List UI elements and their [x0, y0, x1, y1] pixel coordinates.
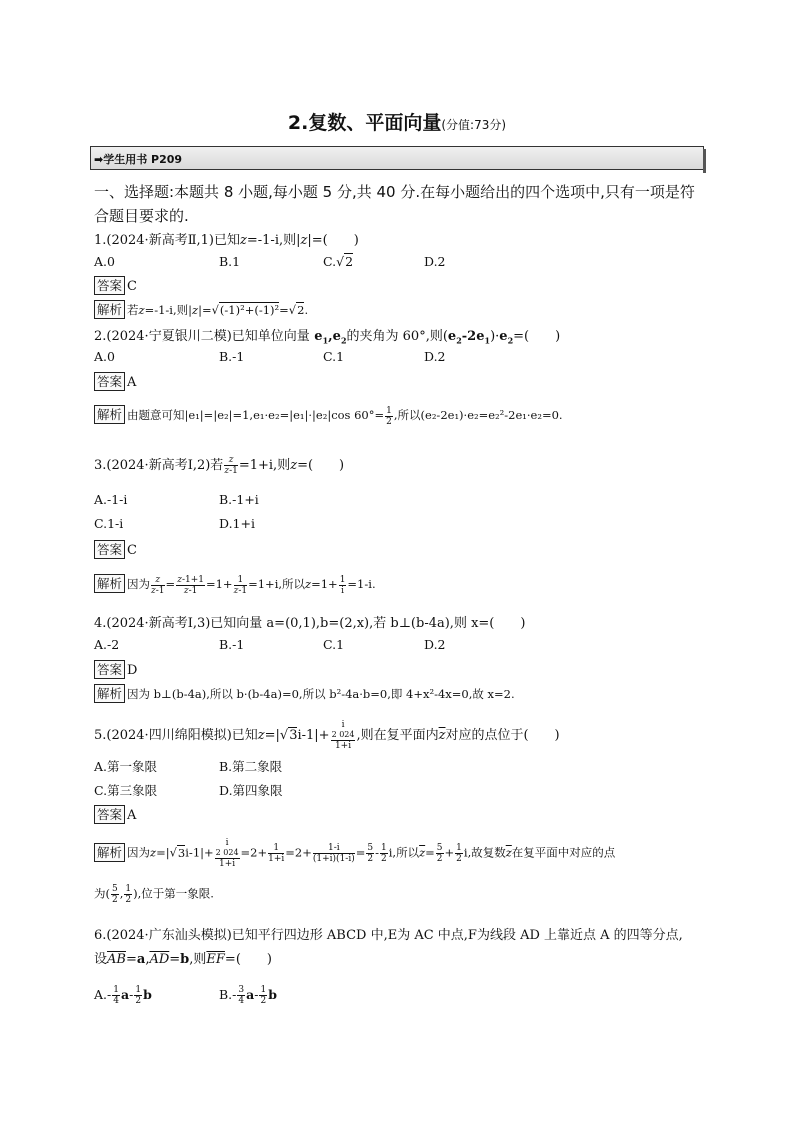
question-1-analysis: 解析 若z=-1-i,则|z|=√(-1)²+(-1)²=√2.: [94, 300, 308, 319]
option-c: C.√2: [323, 254, 354, 269]
question-5-analysis: 解析 因为z=|√3i-1|+ i 2 024 1+i =2+ $\frac{1}{1+i}$ =2+ $\frac{1-i}{(1+i)(1-i)}$ = $\frac{5}{2}$ - $\frac{1}{2}$ i,所以$\overline{z}=$ $\frac{5}{2}$ + $\frac{1}{2}$ i,故复数$\overline{z}$在复平面中对应的点: [94, 838, 615, 869]
option-d: D.2: [424, 254, 446, 269]
answer-label: 答案: [94, 276, 125, 295]
option-d: D.2: [424, 349, 446, 364]
question-6-stem-line1: 6.(2024·广东汕头模拟)已知平行四边形 ABCD 中,E为 AC 中点,F为线段 AD 上靠近点 A 的四等分点,: [94, 928, 683, 943]
analysis-label: 解析: [94, 684, 125, 703]
book-reference-bar: [90, 146, 704, 170]
analysis-label: 解析: [94, 405, 125, 424]
page-title: 2.复数、平面向量(分值:73分): [287, 112, 507, 134]
question-2-answer: [94, 372, 136, 391]
option-d: D.2: [424, 637, 446, 652]
question-3-analysis: 解析 因为 $\frac{z}{z-1}$ = $\frac{z-1+1}{z-1}$ =1+ $\frac{1}{z-1}$ =1+i,所以z=1+ $\frac{1}{i}$ =1-i.: [94, 574, 376, 596]
option-c: C.第三象限: [94, 783, 158, 798]
question-4-answer: [94, 660, 137, 679]
analysis-label: 解析: [94, 300, 125, 319]
option-b: B.-1: [219, 349, 245, 364]
score-note: (分值:73分): [441, 118, 507, 132]
question-2-stem: 2.(2024·宁夏银川二模)已知单位向量 $e_1,e_2$的夹角为 60°,则$(e_2-2e_1)\cdot e_2=$( ): [94, 329, 561, 346]
option-a: A.-2: [94, 637, 120, 652]
option-a: A.0: [94, 254, 115, 269]
answer-label: 答案: [94, 372, 125, 391]
question-4-analysis: 解析 因为 b⊥(b-4a),所以 b·(b-4a)=0,所以 b²-4a·b=0,即 4+x²-4x=0,故 x=2.: [94, 684, 515, 703]
option-a: A.-1-i: [94, 492, 128, 507]
option-d: D.第四象限: [219, 783, 283, 798]
option-a: A.- $\frac{1}{4}$ a- $\frac{1}{2}$ b: [94, 985, 152, 1006]
option-c: C.1: [323, 349, 345, 364]
answer-label: 答案: [94, 805, 125, 824]
option-c: C.1: [323, 637, 345, 652]
option-b: B.-1+i: [219, 492, 259, 507]
question-1-answer: [94, 276, 137, 295]
answer-value: D: [127, 663, 138, 678]
option-c: C.1-i: [94, 516, 124, 531]
option-b: B.第二象限: [219, 759, 283, 774]
answer-value: A: [127, 375, 137, 390]
option-a: A.0: [94, 349, 115, 364]
answer-value: C: [127, 543, 137, 558]
question-6-stem-line2: 设$\overline{AB}=a,\overline{AD}=b$,则$\overline{EF}=$( ): [94, 952, 272, 967]
analysis-label: 解析: [94, 843, 125, 862]
option-b: B.- $\frac{3}{4}$ a- $\frac{1}{2}$ b: [219, 985, 277, 1006]
answer-value: A: [127, 808, 137, 823]
question-3-stem: 3.(2024·新高考Ⅰ,2)若 $\frac{z}{z-1}$ =1+i,则z=( ): [94, 455, 345, 476]
section-heading: 一、选择题:本题共 8 小题,每小题 5 分,共 40 分.在每小题给出的四个选项中,只有一项是符合题目要求的.: [94, 183, 695, 225]
question-2-analysis: 解析 由题意可知|e₁|=|e₂|=1,e₁·e₂=|e₁|·|e₂|cos 60°= $\frac{1}{2}$ ,所以(e₂-2e₁)·e₂=e₂²-2e₁·e₂=0.: [94, 405, 563, 427]
question-3-answer: [94, 540, 137, 559]
option-b: B.1: [219, 254, 241, 269]
question-5-stem: 5.(2024·四川绵阳模拟)已知z=|√3i-1|+ i 2 024 1+i ,则在复平面内$\overline{z}$对应的点位于( ): [94, 720, 560, 751]
answer-value: C: [127, 279, 137, 294]
option-b: B.-1: [219, 637, 245, 652]
answer-label: 答案: [94, 660, 125, 679]
analysis-label: 解析: [94, 574, 125, 593]
question-1-stem: 1.(2024·新高考Ⅱ,1)已知z=-1-i,则|z|=( ): [94, 233, 359, 248]
answer-label: 答案: [94, 540, 125, 559]
book-reference-label: ➡学生用书 P209: [94, 153, 183, 166]
question-4-stem: 4.(2024·新高考Ⅰ,3)已知向量 a=(0,1),b=(2,x),若 b⊥(b-4a),则 x=( ): [94, 616, 526, 631]
question-5-answer: [94, 805, 136, 824]
question-5-analysis-line2: 为( $\frac{5}{2}$ , $\frac{1}{2}$ ),位于第一象限.: [94, 884, 214, 905]
option-a: A.第一象限: [94, 759, 158, 774]
option-d: D.1+i: [219, 516, 255, 531]
